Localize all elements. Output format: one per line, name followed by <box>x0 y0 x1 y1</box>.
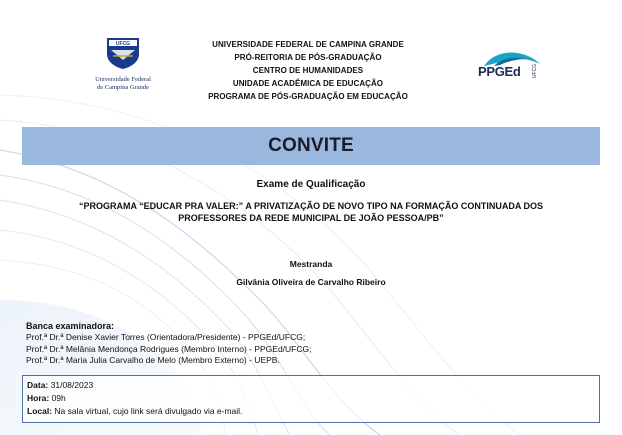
institution-header <box>188 38 428 103</box>
header-line-university: UNIVERSIDADE FEDERAL DE CAMPINA GRANDE <box>212 40 404 49</box>
ppged-logo-side-text: UFCG <box>532 63 539 79</box>
committee-member: Prof.ª Dr.ª Denise Xavier Torres (Orientadora/Presidente) - PPGEd/UFCG; <box>26 332 306 342</box>
thesis-title-line2: PROFESSORES DA REDE MUNICIPAL DE JOÃO PESSOA/PB” <box>178 212 444 223</box>
event-details-box <box>22 375 600 423</box>
date-value: 31/08/2023 <box>48 380 94 390</box>
header-line-pro-rectorate: PRÓ-REITORIA DE PÓS-GRADUAÇÃO <box>234 53 382 62</box>
ufcg-logo <box>92 36 154 91</box>
ppged-logo-text: PPGEd <box>478 64 521 79</box>
date-label: Data: <box>27 380 49 390</box>
committee-member: Prof.ª Dr.ª Melânia Mendonça Rodrigues (Membro Interno) - PPGEd/UFCG; <box>26 343 312 354</box>
ufcg-caption-line1: Universidade Federal <box>95 76 151 83</box>
ufcg-caption-line2: de Campina Grande <box>97 83 149 91</box>
committee-label: Banca examinadora: <box>26 321 115 331</box>
time-label: Hora: <box>27 393 50 403</box>
event-date <box>27 379 595 392</box>
convite-banner <box>22 127 600 165</box>
ufcg-shield-text: UFCG <box>115 41 131 47</box>
examining-committee <box>26 320 586 367</box>
banner-title: CONVITE <box>268 135 354 156</box>
header-line-program: PROGRAMA DE PÓS-GRADUAÇÃO EM EDUCAÇÃO <box>208 92 408 101</box>
place-label: Local: <box>27 406 53 416</box>
ufcg-logo-caption <box>92 76 154 91</box>
time-value: 09h <box>49 393 66 403</box>
place-value: Na sala virtual, cujo link será divulgado via e-mail. <box>52 406 243 416</box>
candidate-role: Mestranda <box>289 259 333 269</box>
header-line-center: CENTRO DE HUMANIDADES <box>252 66 364 75</box>
candidate-name: Gilvânia Oliveira de Carvalho Ribeiro <box>236 277 386 287</box>
header-line-academic-unit: UNIDADE ACADÊMICA DE EDUCAÇÃO <box>232 79 384 88</box>
event-place <box>27 405 595 418</box>
committee-member: Prof.ª Dr.ª Maria Julia Carvalho de Melo (Membro Externo) - UEPB. <box>26 355 280 365</box>
thesis-title <box>22 201 600 224</box>
event-time <box>27 392 595 405</box>
thesis-title-line1: “PROGRAMA “EDUCAR PRA VALER:” A PRIVATIZAÇÃO DE NOVO TIPO NA FORMAÇÃO CONTINUADA DOS <box>79 201 543 211</box>
ppged-logo <box>474 50 544 90</box>
exam-type: Exame de Qualificação <box>256 179 366 190</box>
ufcg-shield-icon <box>103 36 143 70</box>
